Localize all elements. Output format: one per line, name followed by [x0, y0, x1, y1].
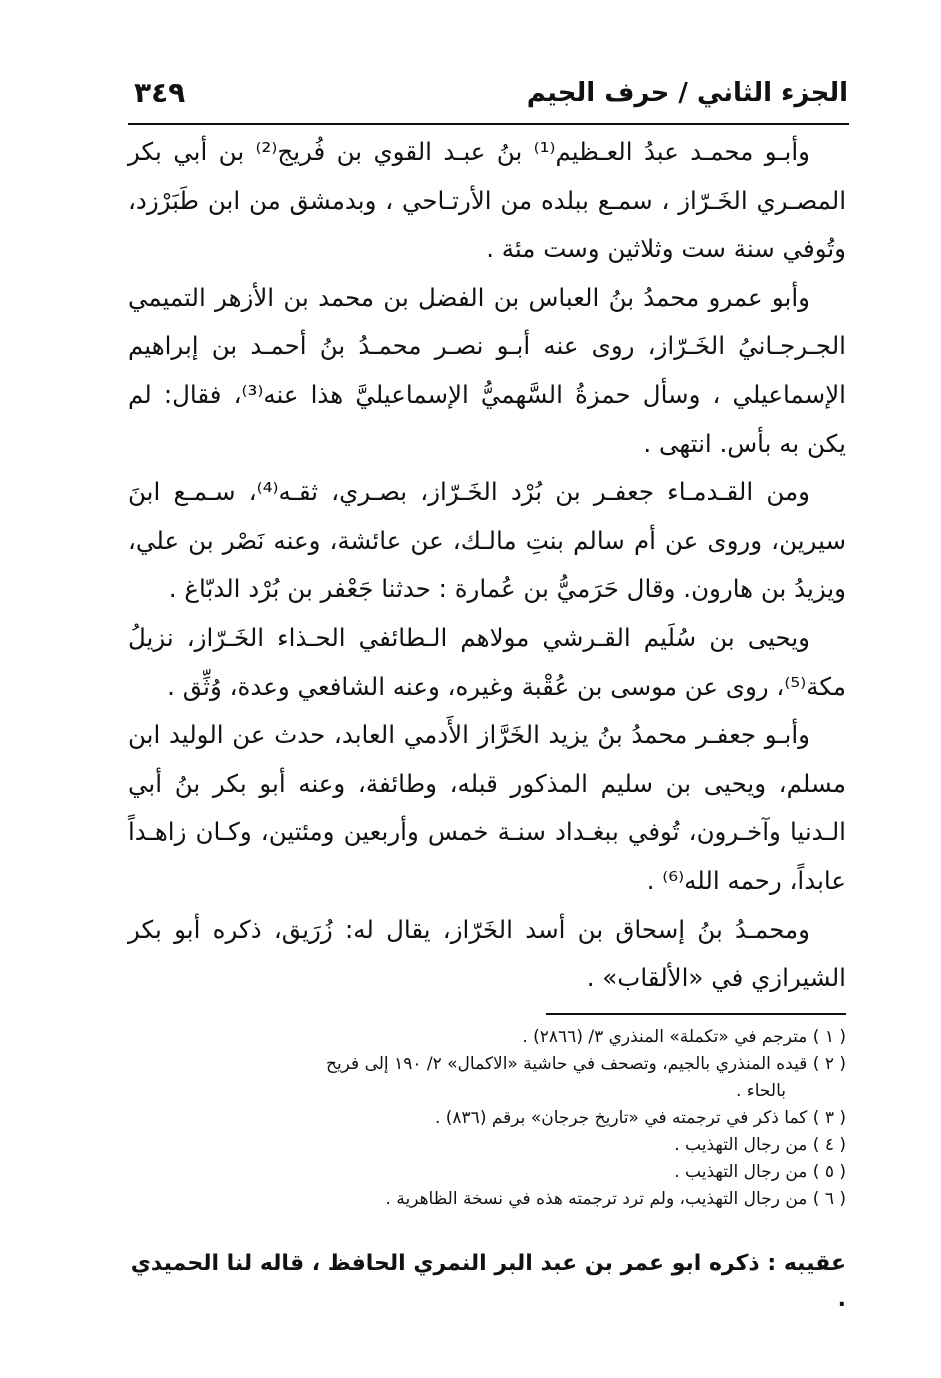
page-header	[128, 70, 848, 124]
bleed-through-line: عقيبه : ذكره ابو عمر بن عبد البر النمري الحافظ ، قاله لنا الحميدي .	[130, 1251, 846, 1312]
footnote-6: ( ٦ ) من رجال التهذيب، ولم ترد ترجمته هذه في نسخة الظاهرية .	[385, 1189, 846, 1209]
page-number: ٣٤٩	[134, 76, 186, 109]
footnote-2-continuation: بالحاء .	[735, 1081, 786, 1101]
paragraph: وأبـو محمـد عبدُ العـظيم⁽¹⁾ بنُ عبـد القوي بن فُريج⁽²⁾ بن أبي بكر المصـري الخَـرّاز ، سمـع ببلده من الأرتـاحي ، وبدمشق من ابن طَبَرْزد، وتُوفي سنة ست وثلاثين وست مئة .	[128, 137, 846, 264]
main-text	[128, 128, 846, 1003]
footnote-4: ( ٤ ) من رجال التهذيب .	[674, 1135, 846, 1155]
paragraph: ومن القـدمـاء جعفـر بن بُرْد الخَـرّاز، بصـري، ثقـه⁽⁴⁾، سـمـع ابنَ سيرين، وروى عن أم سالم بنتِ مالـك، عن عائشة، وعنه نَصْر بن علي، ويزيدُ بن هارون. وقال حَرَميُّ بن عُمارة : حدثنا جَعْفر بن بُرْد الدبّاغ .	[128, 477, 846, 604]
footnote-3: ( ٣ ) كما ذكر في ترجمته في «تاريخ جرجان» برقم (٨٣٦) .	[434, 1108, 846, 1128]
header-rule	[128, 123, 849, 125]
footnote-separator	[546, 1013, 846, 1015]
footnote-5: ( ٥ ) من رجال التهذيب .	[674, 1162, 846, 1182]
paragraph: ومحمـدُ بنُ إسحاق بن أسد الخَرّاز، يقال له: زُرَيق، ذكره أبو بكر الشيرازي في «الألقاب» .	[128, 914, 846, 993]
paragraph: وأبـو جعفـر محمدُ بنُ يزيد الخَرَّاز الأَدمي العابد، حدث عن الوليد ابن مسلم، ويحيى بن سليم المذكور قبله، وطائفة، وعنه أبو بكر بنُ أبي الـدنيا وآخـرون، تُوفي ببغـداد سنـة خمس وأربعين ومئتين، وكـان زاهـداً عابداً، رحمه الله⁽⁶⁾ .	[128, 720, 846, 895]
running-title: الجزء الثاني / حرف الجيم	[526, 78, 848, 108]
paragraph: وأبو عمرو محمدُ بنُ العباس بن الفضل بن محمد بن الأزهر التميمي الجـرجـانيُ الخَـرّاز، روى عنه أبـو نصـر محمـدُ بنُ أحمـد بن إبراهيم الإسماعيلي ، وسأل حمزةُ السَّهميُّ الإسماعيليَّ هذا عنه⁽³⁾، فقال: لم يكن به بأس. انتهى .	[128, 282, 846, 458]
footnote-1: ( ١ ) مترجم في «تكملة» المنذري ٣/ (٢٨٦٦) .	[522, 1027, 846, 1047]
paragraph: ويحيى بن سُلَيم القـرشي مولاهم الـطائفي الحـذاء الخَـرّاز، نزيلُ مكة⁽⁵⁾، روى عن موسى بن عُقْبة وغيره، وعنه الشافعي وعدة، وُثِّق .	[128, 622, 846, 701]
footnote-2: ( ٢ ) قيده المنذري بالجيم، وتصحف في حاشية «الاكمال» ٢/ ١٩٠ إلى فريح	[325, 1054, 846, 1074]
footnotes	[128, 1024, 846, 1213]
